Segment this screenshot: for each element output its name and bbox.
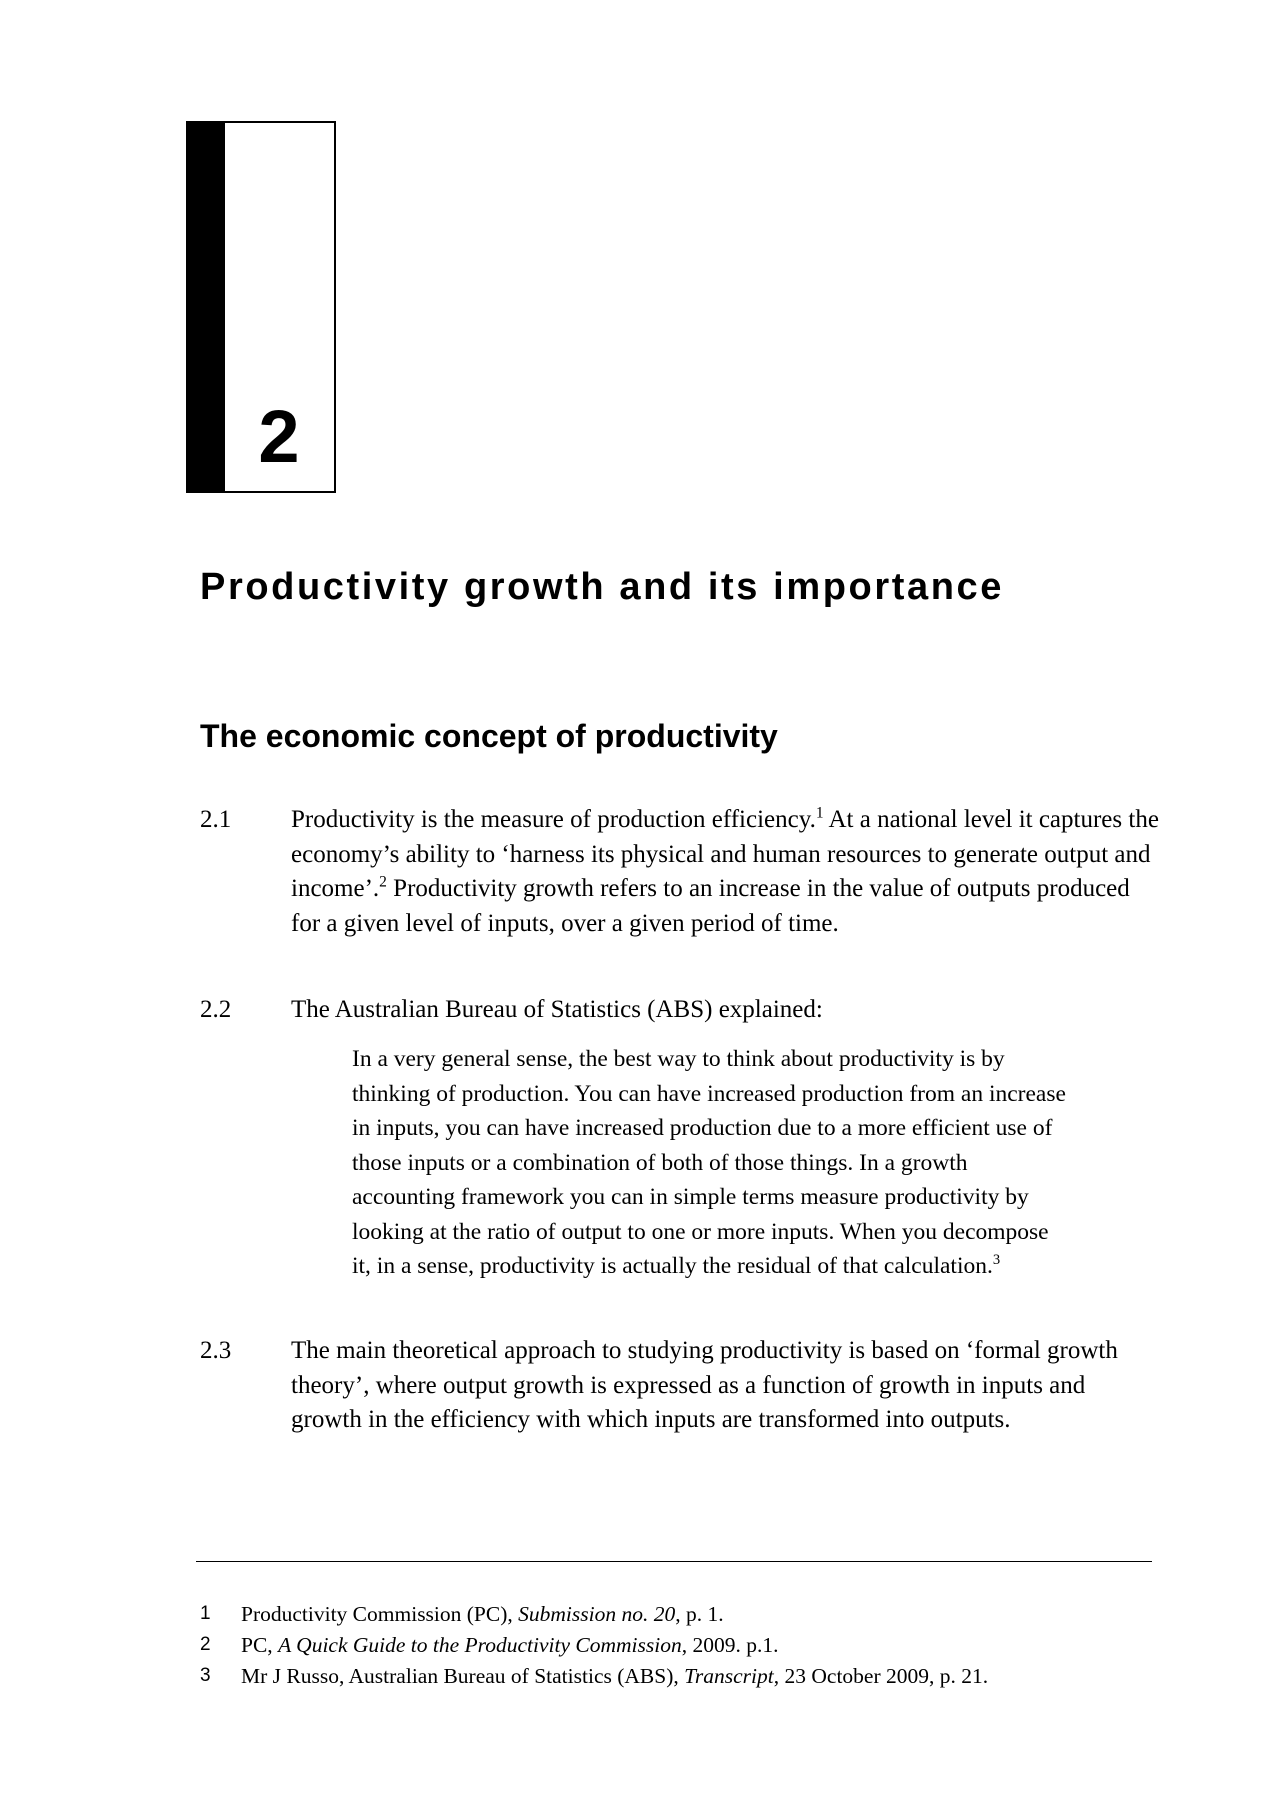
footnote-number: 2: [200, 1634, 211, 1655]
paragraph-number: 2.2: [200, 996, 232, 1023]
paragraph-text-run: Productivity growth refers to an increase in the value of outputs produced for a given level of inputs, over a given period of time.: [291, 875, 1130, 937]
paragraph-text-run: The Australian Bureau of Statistics (ABS) explained:: [291, 996, 823, 1023]
footnote-text: [241, 1664, 988, 1688]
footnote-text: [241, 1633, 778, 1657]
footnote-ref: 1: [815, 804, 824, 822]
footnote-2: [200, 1630, 1160, 1660]
footnote-ref: 2: [379, 873, 387, 891]
block-quote: [352, 1042, 1072, 1284]
paragraph-text: [291, 803, 1160, 941]
section-heading: The economic concept of productivity: [200, 718, 778, 754]
footnote-ref: 3: [992, 1252, 1001, 1269]
footnote-number: 3: [200, 1665, 211, 1686]
footnote-title: Transcript: [684, 1664, 774, 1688]
footnote-3: [200, 1661, 1160, 1691]
footnote-number: 1: [200, 1603, 211, 1624]
paragraph-text: [291, 993, 1160, 1028]
footnote-text-run: , 2009. p.1.: [681, 1633, 779, 1657]
paragraph-text-run: The main theoretical approach to studying productivity is based on ‘formal growth theory’, where output growth is expressed as a function of growth in inputs and growth in the efficiency with which inputs are transformed into outputs.: [291, 1337, 1118, 1433]
paragraph-text: [291, 1334, 1160, 1438]
paragraph-2-1: [200, 803, 1160, 941]
chapter-title: Productivity growth and its importance: [200, 566, 1004, 608]
quote-text: In a very general sense, the best way to think about productivity is by thinking of production. You can have increased production from an increase in inputs, you can have increased production due to a more efficient use of those inputs or a combination of both of those things. In a growth accounting framework you can in simple terms measure productivity by looking at the ratio of output to one or more inputs. When you decompose it, in a sense, productivity is actually the residual of that calculation.: [352, 1046, 1066, 1279]
footnote-text-run: , p. 1.: [675, 1602, 724, 1626]
footnote-text-run: Productivity Commission (PC),: [241, 1602, 519, 1626]
paragraph-text-run: Productivity is the measure of production efficiency.: [291, 806, 816, 833]
footnote-1: [200, 1599, 1160, 1629]
paragraph-number: 2.3: [200, 1337, 232, 1364]
chapter-tab-bar: [188, 123, 225, 491]
footnote-title: A Quick Guide to the Productivity Commission: [278, 1633, 682, 1657]
footnote-divider: [196, 1561, 1152, 1562]
footnote-text: [241, 1602, 724, 1626]
paragraph-2-2: [200, 993, 1160, 1028]
footnote-title: Submission no. 20: [518, 1602, 676, 1626]
paragraph-text-run: At a national level it captures the economy’s ability to ‘harness its physical and human resources to generate output and income’.: [291, 806, 1159, 902]
paragraph-2-3: [200, 1334, 1160, 1438]
footnote-text-run: , 23 October 2009, p. 21.: [773, 1664, 989, 1688]
footnote-text-run: PC,: [241, 1633, 279, 1657]
chapter-number: 2: [258, 395, 300, 478]
footnote-text-run: Mr J Russo, Australian Bureau of Statistics (ABS),: [241, 1664, 685, 1688]
paragraph-number: 2.1: [200, 806, 232, 833]
